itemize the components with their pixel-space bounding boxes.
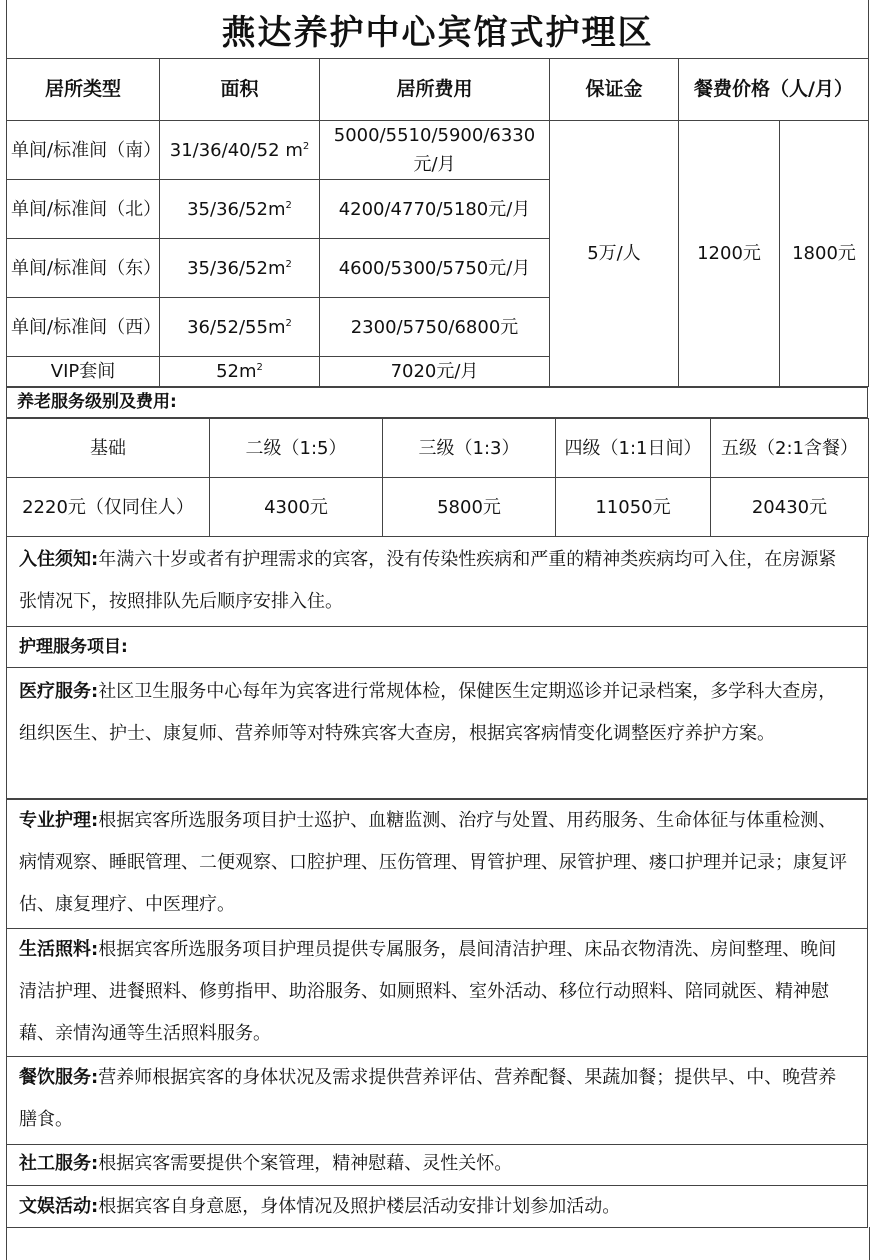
service-medical	[6, 667, 868, 799]
service-text: 根据宾客所选服务项目护理员提供专属服务，晨间清洁护理、床品衣物清洗、房间整理、晚间清洁护理、进餐照料、修剪指甲、助浴服务、如厕照料、室外活动、移位行动照料、陪同就医、精神慰藉、亲情沟通等生活照料服务。	[19, 939, 837, 1044]
service-level-table	[6, 418, 869, 537]
service-text: 根据宾客需要提供个案管理，精神慰藉、灵性关怀。	[98, 1153, 513, 1174]
table-row	[7, 121, 869, 180]
level-5: 五级（2:1含餐）	[711, 419, 869, 478]
room-area: $52m^2$	[160, 357, 320, 387]
checkin-text: 年满六十岁或者有护理需求的宾客，没有传染性疾病和严重的精神类疾病均可入住，在房源紧张情况下，按照排队先后顺序安排入住。	[19, 549, 837, 612]
meal-price-vip-value: 1800元	[780, 121, 869, 387]
header-deposit: 保证金	[550, 59, 679, 121]
room-type: VIP套间	[7, 357, 160, 387]
room-area: $35/36/52m^2$	[160, 239, 320, 298]
room-fee: 7020元/月	[320, 357, 550, 387]
level-4: 四级（1:1日间）	[556, 419, 711, 478]
service-label: 专业护理:	[19, 810, 99, 831]
service-label: 生活照料:	[19, 939, 99, 960]
service-level-row	[7, 419, 869, 478]
room-type: 单间/标准间（西）	[7, 298, 160, 357]
header-meal-price: 餐费价格（人/月）	[679, 59, 869, 121]
room-area: 31/36/40/52 $m^2$	[160, 121, 320, 180]
service-recreation	[6, 1185, 868, 1228]
service-daily-care	[6, 928, 868, 1057]
meal-price-value: 1200元	[679, 121, 780, 387]
room-type: 单间/标准间（东）	[7, 239, 160, 298]
fee-level-4: 11050元	[556, 478, 711, 537]
service-text: 营养师根据宾客的身体状况及需求提供营养评估、营养配餐、果蔬加餐；提供早、中、晚营养膳食。	[19, 1067, 837, 1130]
header-room-type: 居所类型	[7, 59, 160, 121]
service-label: 餐饮服务:	[19, 1067, 99, 1088]
service-nursing	[6, 799, 868, 929]
room-area: $36/52/55m^2$	[160, 298, 320, 357]
service-text: 根据宾客所选服务项目护士巡护、血糖监测、治疗与处置、用药服务、生命体征与体重检测、病情观察、睡眠管理、二便观察、口腔护理、压伤管理、胃管护理、尿管护理、瘘口护理并记录；康复评估、康复理疗、中医理疗。	[19, 810, 847, 915]
page-title: 燕达养护中心宾馆式护理区	[6, 0, 869, 58]
fee-level-3: 5800元	[383, 478, 556, 537]
level-2: 二级（1:5）	[210, 419, 383, 478]
level-3: 三级（1:3）	[383, 419, 556, 478]
fee-level-2: 4300元	[210, 478, 383, 537]
room-type: 单间/标准间（南）	[7, 121, 160, 180]
service-levels-heading: 养老服务级别及费用:	[6, 387, 868, 418]
service-label: 医疗服务:	[19, 681, 99, 702]
checkin-label: 入住须知:	[19, 549, 99, 570]
care-services-heading: 护理服务项目:	[6, 626, 868, 668]
fee-level-5: 20430元	[711, 478, 869, 537]
service-social-work	[6, 1144, 868, 1186]
service-text: 根据宾客自身意愿，身体情况及照护楼层活动安排计划参加活动。	[98, 1196, 621, 1217]
room-fee: 4200/4770/5180元/月	[320, 180, 550, 239]
header-area: 面积	[160, 59, 320, 121]
checkin-notice	[6, 537, 868, 627]
service-text: 社区卫生服务中心每年为宾客进行常规体检，保健医生定期巡诊并记录档案，多学科大查房，组织医生、护士、康复师、营养师等对特殊宾客大查房，根据宾客病情变化调整医疗养护方案。	[19, 681, 837, 744]
level-basic: 基础	[7, 419, 210, 478]
room-area: $35/36/52m^2$	[160, 180, 320, 239]
room-table-header	[7, 59, 869, 121]
fee-basic: 2220元（仅同住人）	[7, 478, 210, 537]
room-table	[6, 58, 869, 387]
service-label: 社工服务:	[19, 1153, 99, 1174]
room-type: 单间/标准间（北）	[7, 180, 160, 239]
page-bottom-margin	[6, 1227, 870, 1260]
room-fee: 5000/5510/5900/6330元/月	[320, 121, 550, 180]
room-fee: 4600/5300/5750元/月	[320, 239, 550, 298]
service-catering	[6, 1056, 868, 1145]
deposit-value: 5万/人	[550, 121, 679, 387]
service-label: 文娱活动:	[19, 1196, 99, 1217]
service-fee-row	[7, 478, 869, 537]
room-fee: 2300/5750/6800元	[320, 298, 550, 357]
header-fee: 居所费用	[320, 59, 550, 121]
